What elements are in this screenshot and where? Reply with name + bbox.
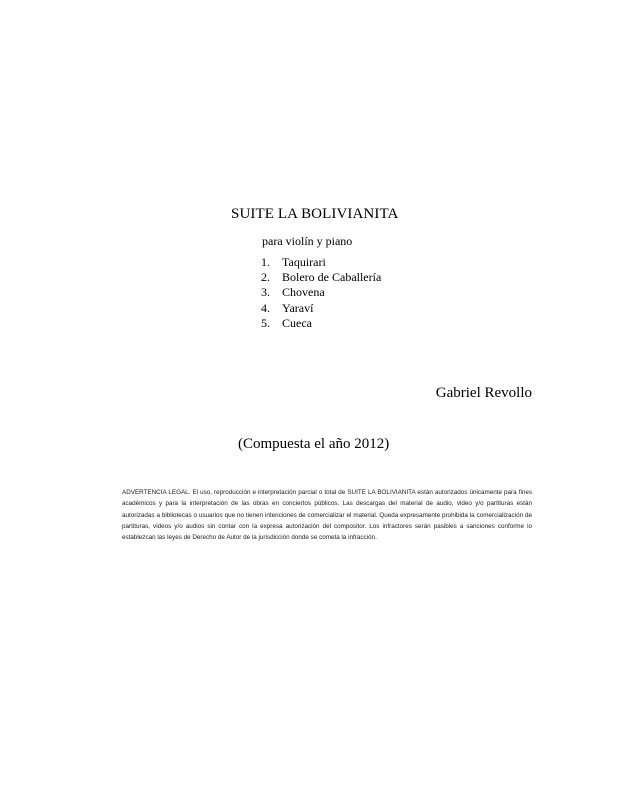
legal-notice-work-title: SUITE LA BOLIVIANITA <box>347 489 416 496</box>
composition-date: (Compuesta el año 2012) <box>238 436 390 452</box>
instrumentation-subtitle: para violín y piano <box>262 234 353 248</box>
movement-number: 5. <box>261 315 270 330</box>
movement-item <box>261 285 381 300</box>
movement-item <box>261 270 381 285</box>
movement-name: Cueca <box>282 315 312 330</box>
work-title: SUITE LA BOLIVIANITA <box>231 206 399 222</box>
movement-number: 4. <box>261 300 270 315</box>
movement-item <box>261 301 381 316</box>
composer-name: Gabriel Revollo <box>435 385 532 401</box>
movement-number: 1. <box>261 255 270 269</box>
movement-item <box>261 255 381 270</box>
movement-name: Chovena <box>282 285 325 300</box>
movement-name: Taquirari <box>282 255 326 269</box>
legal-notice-text-start: El uso, reproducción e interpretación parcial o total de <box>190 489 348 496</box>
legal-notice <box>122 487 532 543</box>
movement-list <box>261 255 381 331</box>
movement-name: Yaraví <box>282 300 314 315</box>
movement-name: Bolero de Caballería <box>282 270 382 285</box>
legal-notice-text-end: están autorizados únicamente para fines académicos y para la interpretación de las obras en conciertos públicos. Las descargas del material de audio, video y/o partituras están autorizadas a bibliotecas o usuarios que no tienen intenciones de comercializar el material. Queda expresamente prohibida la comercialización de partituras, videos y/o audios sin contar con la expresa autorización del compositor. Los infractores serán pasibles a sanciones conforme lo establezcan las leyes de Derecho de Autor de la jurisdicción donde se cometa la infracción. <box>122 489 532 542</box>
legal-notice-lead: ADVERTENCIA LEGAL. <box>122 489 191 496</box>
movement-item <box>261 316 381 331</box>
movement-number: 3. <box>261 285 270 300</box>
movement-number: 2. <box>261 270 270 285</box>
